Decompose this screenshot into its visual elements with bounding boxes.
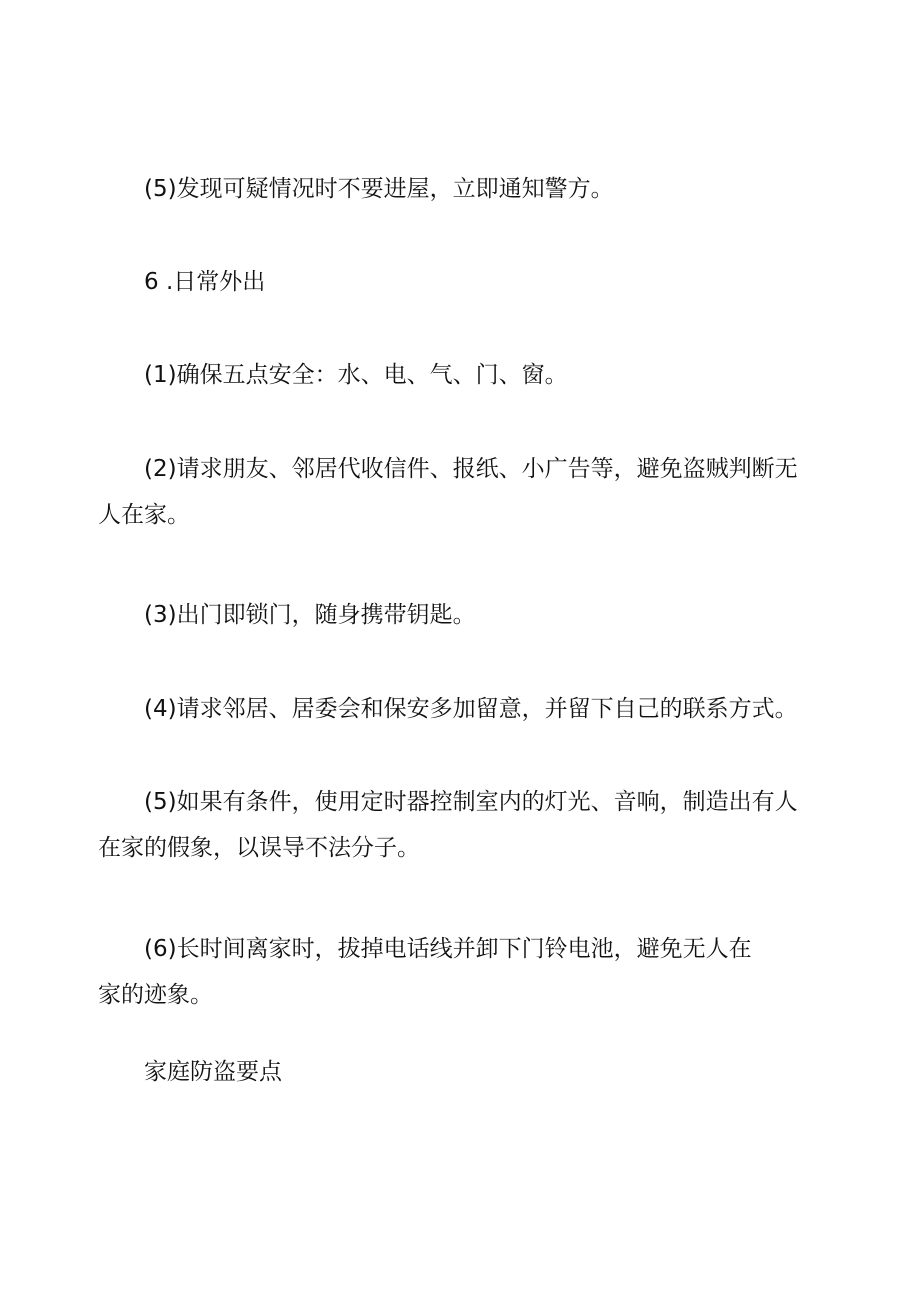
paragraph-item-1-safety: (1)确保五点安全：水、电、气、门、窗。 bbox=[144, 362, 568, 388]
paragraph-item-4-neighbors: (4)请求邻居、居委会和保安多加留意，并留下自己的联系方式。 bbox=[144, 696, 798, 722]
paragraph-item-5-suspicious: (5)发现可疑情况时不要进屋，立即通知警方。 bbox=[144, 176, 614, 202]
section-heading-daily-outing: 6 .日常外出 bbox=[144, 269, 266, 295]
section-heading-home-security: 家庭防盗要点 bbox=[144, 1059, 282, 1085]
paragraph-item-3-lock: (3)出门即锁门，随身携带钥匙。 bbox=[144, 602, 476, 628]
paragraph-item-5-timer: (5)如果有条件，使用定时器控制室内的灯光、音响，制造出有人在家的假象，以误导不法分子。 bbox=[98, 789, 798, 861]
paragraph-item-2-mail: (2)请求朋友、邻居代收信件、报纸、小广告等，避免盗贼判断无人在家。 bbox=[98, 456, 798, 528]
paragraph-item-6-long-absence: (6)长时间离家时，拔掉电话线并卸下门铃电池，避免无人在家的迹象。 bbox=[98, 936, 752, 1008]
